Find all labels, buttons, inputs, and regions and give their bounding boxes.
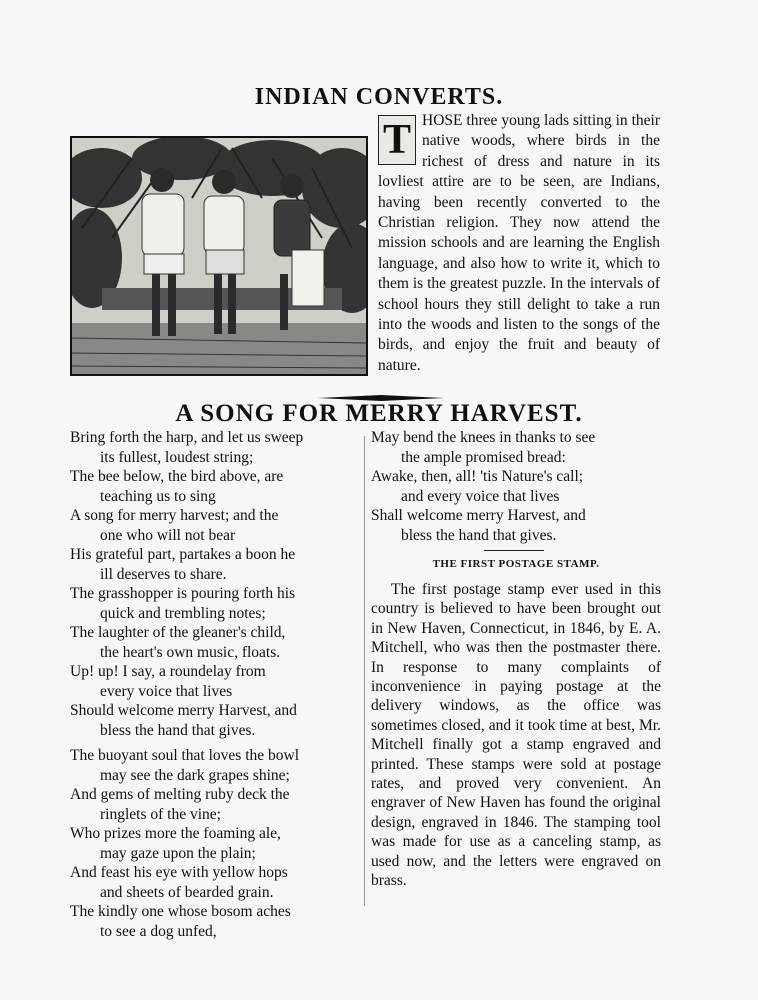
drop-cap: T: [378, 115, 416, 165]
poem-line: one who will not bear: [100, 526, 236, 544]
poem-line: A song for merry harvest; and the: [70, 507, 279, 524]
article-body-indian-converts: [378, 111, 660, 376]
poem-line: and every voice that lives: [401, 487, 560, 505]
poem-line: Awake, then, all! 'tis Nature's call;: [371, 468, 584, 485]
column-rule: [364, 436, 365, 906]
poem-line: Shall welcome merry Harvest, and: [371, 507, 586, 524]
poem-line: May bend the knees in thanks to see: [371, 429, 596, 446]
poem-line: Bring forth the harp, and let us sweep: [70, 429, 304, 446]
poem-line: The bee below, the bird above, are: [70, 468, 284, 485]
poem-line: bless the hand that gives.: [401, 526, 557, 544]
article-text: HOSE three young lads sitting in their native woods, where birds in the richest of dress and nature in its lovliest attire are to be seen, are Indians, having been recently converted to the Christian religion. They now attend the mission schools and are learning the English language, and also how to write it, which to them is the greatest puzzle. In the intervals of school hours they still delight to take a run into the woods and listen to the songs of the birds, and enjoy the fruit and beauty of nature.: [378, 112, 660, 374]
poem-line: ill deserves to share.: [100, 565, 227, 583]
poem-line: the heart's own music, floats.: [100, 643, 281, 661]
poem-line: quick and trembling notes;: [100, 604, 266, 622]
poem-line: And gems of melting ruby deck the: [70, 786, 290, 803]
poem-line: The grasshopper is pouring forth his: [70, 585, 296, 602]
poem-line: His grateful part, partakes a boon he: [70, 546, 296, 563]
poem-column-left: [70, 428, 358, 941]
poem-line: The laughter of the gleaner's child,: [70, 624, 286, 641]
poem-column-right: [371, 428, 661, 545]
poem-line: The buoyant soul that loves the bowl: [70, 747, 300, 764]
section-divider-rule: [484, 550, 544, 551]
poem-line: the ample promised bread:: [401, 448, 566, 466]
poem-title: A SONG FOR MERRY HARVEST.: [175, 400, 583, 427]
poem-line: Who prizes more the foaming ale,: [70, 825, 281, 842]
poem-line: Up! up! I say, a roundelay from: [70, 663, 266, 680]
engraving-illustration: [70, 136, 368, 376]
poem-line: teaching us to sing: [100, 487, 216, 505]
poem-line: its fullest, loudest string;: [100, 448, 254, 466]
poem-line: ringlets of the vine;: [100, 805, 221, 823]
article-title-indian-converts: INDIAN CONVERTS.: [254, 84, 504, 110]
poem-line: Should welcome merry Harvest, and: [70, 702, 297, 719]
poem-line: may see the dark grapes shine;: [100, 766, 290, 784]
poem-line: to see a dog unfed,: [100, 922, 217, 940]
poem-line: And feast his eye with yellow hops: [70, 864, 288, 881]
article-title-postage-stamp: THE FIRST POSTAGE STAMP.: [432, 558, 600, 570]
poem-line: and sheets of bearded grain.: [100, 883, 274, 901]
article-body-postage-stamp: The first postage stamp ever used in this country is believed to have been brought out in New Haven, Connecticut, in 1846, by E. A. Mitchell, who was then the postmaster there. In response to many complaints of inconvenience in paying postage at the delivery windows, as the office was sometimes closed, and it took time at best, Mr. Mitchell finally got a stamp engraved and printed. These stamps were sold at postage rates, and proved very convenient. An engraver of New Haven has found the original design, engraved in 1846. The stamping tool was made for use as a canceling stamp, as used now, and the letters were engraved on brass.: [371, 581, 661, 890]
poem-line: The kindly one whose bosom aches: [70, 903, 291, 920]
poem-line: bless the hand that gives.: [100, 721, 256, 739]
poem-line: may gaze upon the plain;: [100, 844, 256, 862]
poem-line: every voice that lives: [100, 682, 233, 700]
